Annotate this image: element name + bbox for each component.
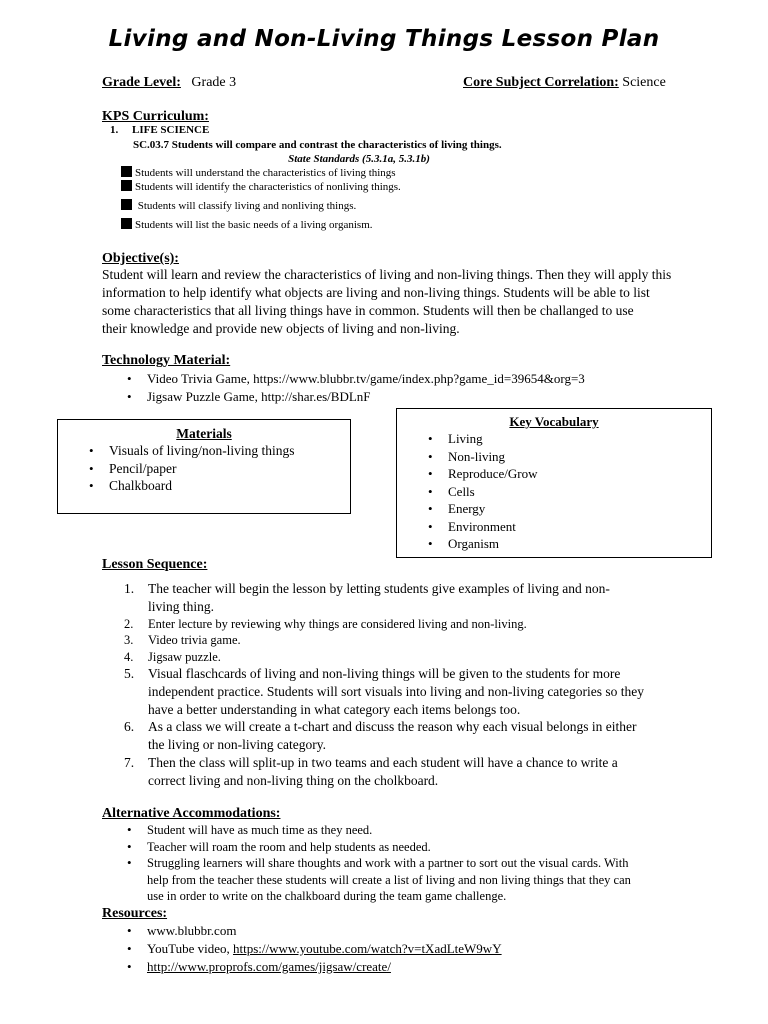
list-item: • Cells (422, 483, 711, 501)
objectives-heading: Objective(s): (102, 251, 179, 266)
technology-list (121, 370, 585, 405)
vocabulary-box (396, 408, 712, 558)
materials-list (83, 442, 350, 495)
list-item: • Energy (422, 500, 711, 518)
grade-level-label: Grade Level: (102, 75, 181, 90)
curriculum-item-title: LIFE SCIENCE (132, 124, 210, 136)
sequence-list (102, 580, 722, 790)
curriculum-item-number: 1. (110, 124, 119, 136)
core-subject-label: Core Subject Correlation: (463, 75, 619, 90)
materials-heading: Materials (176, 426, 232, 441)
list-item: 3. Video trivia game. (124, 633, 241, 648)
page-title: Living and Non-Living Things Lesson Plan (108, 26, 660, 52)
square-bullet-icon (121, 199, 132, 210)
grade-level (102, 74, 236, 92)
square-bullet-icon (121, 218, 132, 229)
resource-link[interactable]: www.blubbr.com (147, 923, 237, 938)
resource-link[interactable]: http://www.proprofs.com/games/jigsaw/create/ (147, 959, 391, 974)
curriculum-item (110, 123, 209, 137)
list-item: 1. The teacher will begin the lesson by letting students give examples of living and non- living thing. (124, 581, 610, 614)
vocabulary-heading: Key Vocabulary (509, 414, 599, 429)
list-item: • Environment (422, 518, 711, 536)
materials-box (57, 419, 351, 514)
state-standards: State Standards (5.3.1a, 5.3.1b) (288, 153, 430, 165)
list-item (121, 922, 502, 940)
list-item: • Organism (422, 535, 711, 553)
curriculum-point: Students will list the basic needs of a living organism. (121, 218, 373, 232)
list-item: • Struggling learners will share thoughts and work with a partner to sort out the visual cards. With help from the teacher these students will create a list of living and non living things that they can use in order to write on the chalkboard during the team game challenge. (121, 855, 631, 905)
curriculum-point: Students will identify the characteristics of nonliving things. (121, 180, 401, 194)
list-item: • Living (422, 430, 711, 448)
list-item: 5. Visual flaschcards of living and non-living things will be given to the students for more independent practice. Students will sort visuals into living and non-living categories so they have a better understanding in what category each items belongs too. (124, 666, 645, 717)
curriculum-point: Students will understand the characteristics of living things (121, 166, 396, 180)
objectives-text: Student will learn and review the characteristics of living and non-living things. Then they will apply this information to help identify what objects are living and non-living things. Students will be able to list some characteristics that all living things have in common. Students will then be challanged to use their knowledge and provide new objects of living and non-living. (102, 267, 672, 336)
accommodations-list (121, 822, 631, 905)
list-item: • Video Trivia Game, https://www.blubbr.tv/game/index.php?game_id=39654&org=3 (121, 370, 585, 388)
list-item: 4. Jigsaw puzzle. (124, 649, 221, 664)
core-subject-value: Science (622, 75, 666, 90)
list-item: • Student will have as much time as they need. (121, 822, 631, 839)
resources-list (121, 922, 502, 976)
list-item: • Teacher will roam the room and help students as needed. (121, 839, 631, 856)
curriculum-point: Students will classify living and nonliving things. (121, 199, 356, 213)
list-item: 7. Then the class will split-up in two teams and each student will have a chance to write a correct living and non-living thing on the cholkboard. (124, 755, 618, 788)
sequence-heading: Lesson Sequence: (102, 557, 208, 572)
list-item: • Chalkboard (83, 477, 350, 495)
list-item: • Visuals of living/non-living things (83, 442, 350, 460)
square-bullet-icon (121, 180, 132, 191)
accommodations-heading: Alternative Accommodations: (102, 806, 281, 821)
core-subject (463, 74, 666, 92)
resource-link[interactable]: https://www.youtube.com/watch?v=tXadLteW9wY (232, 941, 502, 956)
square-bullet-icon (121, 166, 132, 177)
technology-heading: Technology Material: (102, 353, 231, 368)
list-item: • Reproduce/Grow (422, 465, 711, 483)
grade-level-value: Grade 3 (191, 75, 237, 90)
list-item: 6. As a class we will create a t-chart and discuss the reason why each visual belongs in either the living or non-living category. (124, 719, 637, 753)
list-item: • Jigsaw Puzzle Game, http://shar.es/BDLnF (121, 388, 585, 406)
list-item: 2. Enter lecture by reviewing why things are considered living and non-living. (124, 616, 527, 631)
curriculum-standard: SC.03.7 Students will compare and contrast the characteristics of living things. (133, 139, 502, 151)
list-item: • Pencil/paper (83, 460, 350, 478)
resources-heading: Resources: (102, 906, 168, 921)
list-item (121, 958, 502, 976)
list-item: • YouTube video, https://www.youtube.com/watch?v=tXadLteW9wY (121, 940, 502, 958)
curriculum-heading: KPS Curriculum: (102, 109, 209, 124)
list-item: • Non-living (422, 448, 711, 466)
vocabulary-list (422, 430, 711, 553)
